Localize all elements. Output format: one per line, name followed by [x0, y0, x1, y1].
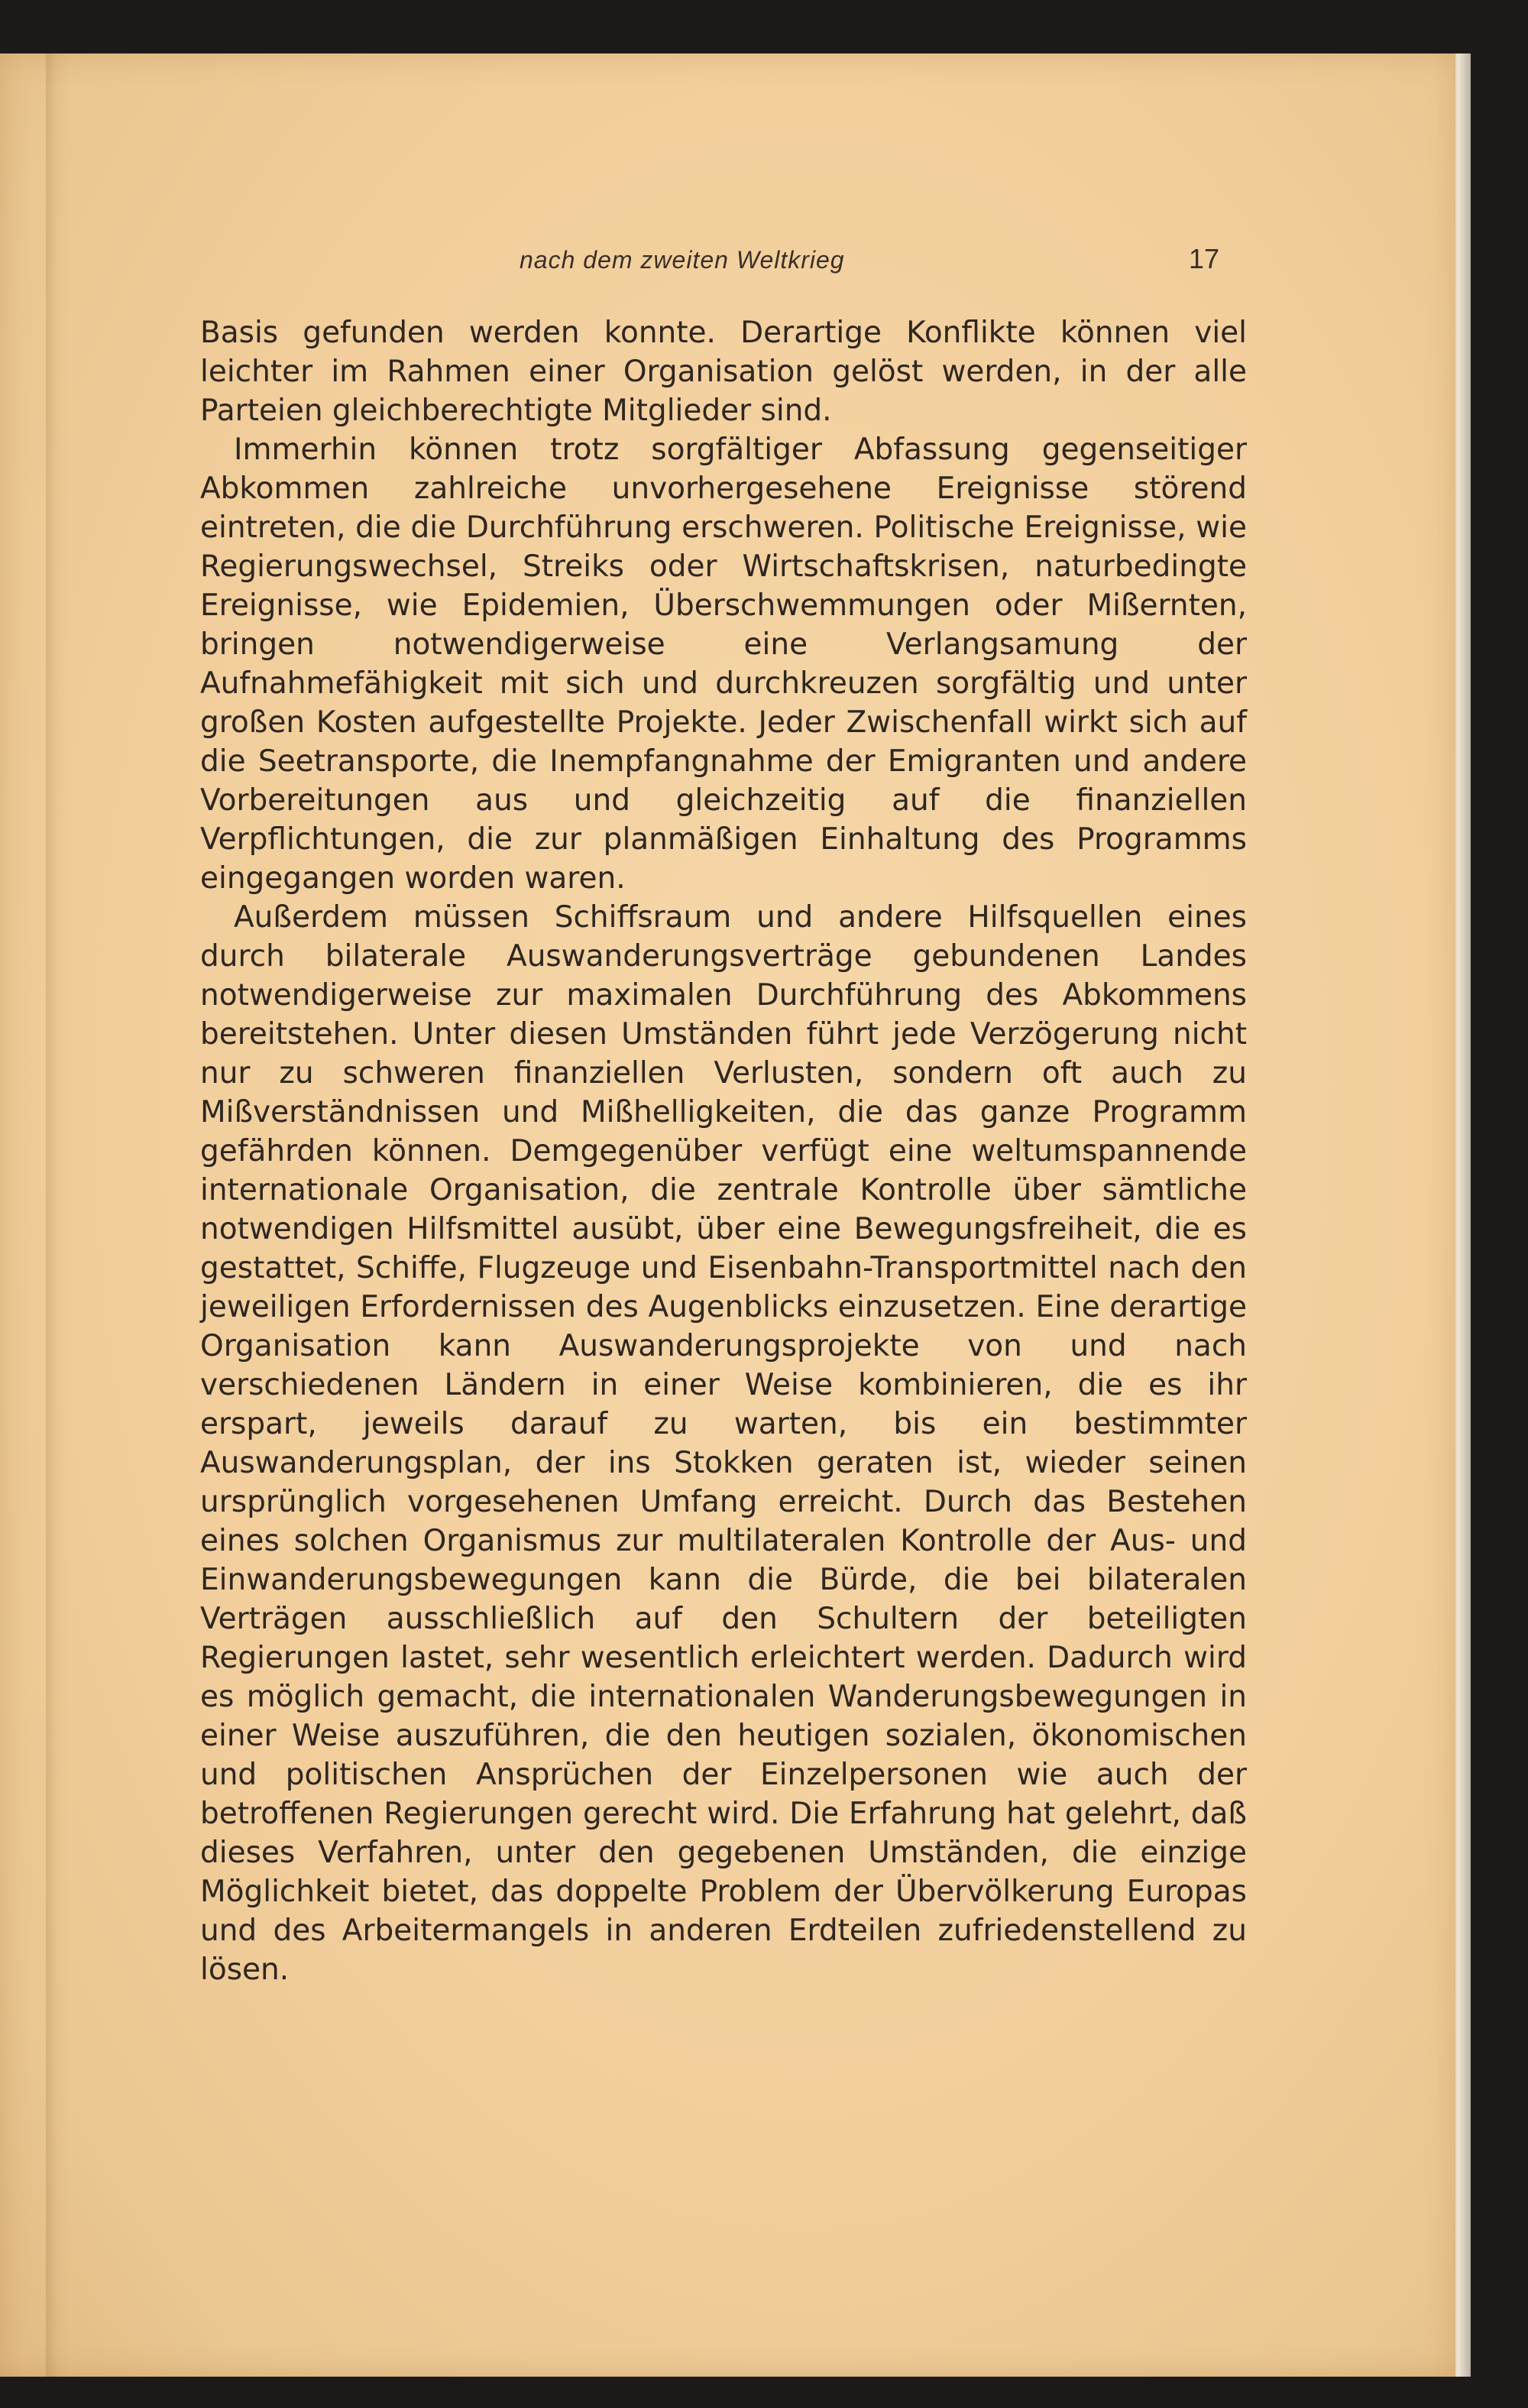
body-text	[200, 313, 1247, 1989]
running-head	[0, 243, 1455, 284]
paragraph-3: Außerdem müssen Schiffsraum und andere Hilfsquellen eines durch bilaterale Auswanderungsverträge gebundenen Landes notwendigerweise zur maximalen Durchführung des Abkommens bereitstehen. Unter diesen Umständen führt jede Verzögerung nicht nur zu schweren finanziellen Verlusten, sondern oft auch zu Mißverständnissen und Mißhelligkeiten, die das ganze Programm gefährden können. Demgegenüber verfügt eine weltumspannende internationale Organisation, die zentrale Kontrolle über sämtliche notwendigen Hilfsmittel ausübt, über eine Bewegungsfreiheit, die es gestattet, Schiffe, Flugzeuge und Eisenbahn-Transportmittel nach den jeweiligen Erfordernissen des Augenblicks einzusetzen. Eine derartige Organisation kann Auswanderungsprojekte von und nach verschiedenen Ländern in einer Weise kombinieren, die es ihr erspart, jeweils darauf zu warten, bis ein bestimmter Auswanderungsplan, der ins Stokken geraten ist, wieder seinen ursprünglich vorgesehenen Umfang erreicht. Durch das Bestehen eines solchen Organismus zur multilateralen Kontrolle der Aus- und Einwanderungsbewegungen kann die Bürde, die bei bilateralen Verträgen ausschließlich auf den Schultern der beteiligten Regierungen lastet, sehr wesentlich erleichtert werden. Dadurch wird es möglich gemacht, die internationalen Wanderungsbewegungen in einer Weise auszuführen, die den heutigen sozialen, ökonomischen und politischen Ansprüchen der Einzelpersonen wie auch der betroffenen Regierungen gerecht wird. Die Erfahrung hat gelehrt, daß dieses Verfahren, unter den gegebenen Umständen, die einzige Möglichkeit bietet, das doppelte Problem der Übervölkerung Europas und des Arbeitermangels in anderen Erdteilen zufriedenstellend zu lösen.	[200, 900, 1247, 1987]
paragraph-1: Basis gefunden werden konnte. Derartige Konflikte können viel leichter im Rahmen einer Organisation gelöst werden, in der alle Parteien gleichberechtigte Mitglieder sind.	[200, 316, 1247, 428]
binding-gutter	[46, 53, 69, 2377]
running-title: nach dem zweiten Weltkrieg	[520, 246, 845, 274]
page-number: 17	[1189, 243, 1220, 274]
paragraph-2: Immerhin können trotz sorgfältiger Abfassung gegenseitiger Abkommen zahlreiche unvorhergesehene Ereignisse störend eintreten, die die Durchführung erschweren. Politische Ereignisse, wie Regierungswechsel, Streiks oder Wirtschaftskrisen, naturbedingte Ereignisse, wie Epidemien, Überschwemmungen oder Mißernten, bringen notwendigerweise eine Verlangsamung der Aufnahmefähigkeit mit sich und durchkreuzen sorgfältig und unter großen Kosten aufgestellte Projekte. Jeder Zwischenfall wirkt sich auf die Seetransporte, die Inempfangnahme der Emigranten und andere Vorbereitungen aus und gleichzeitig auf die finanziellen Verpflichtungen, die zur planmäßigen Einhaltung des Programms eingegangen worden waren.	[200, 433, 1247, 896]
